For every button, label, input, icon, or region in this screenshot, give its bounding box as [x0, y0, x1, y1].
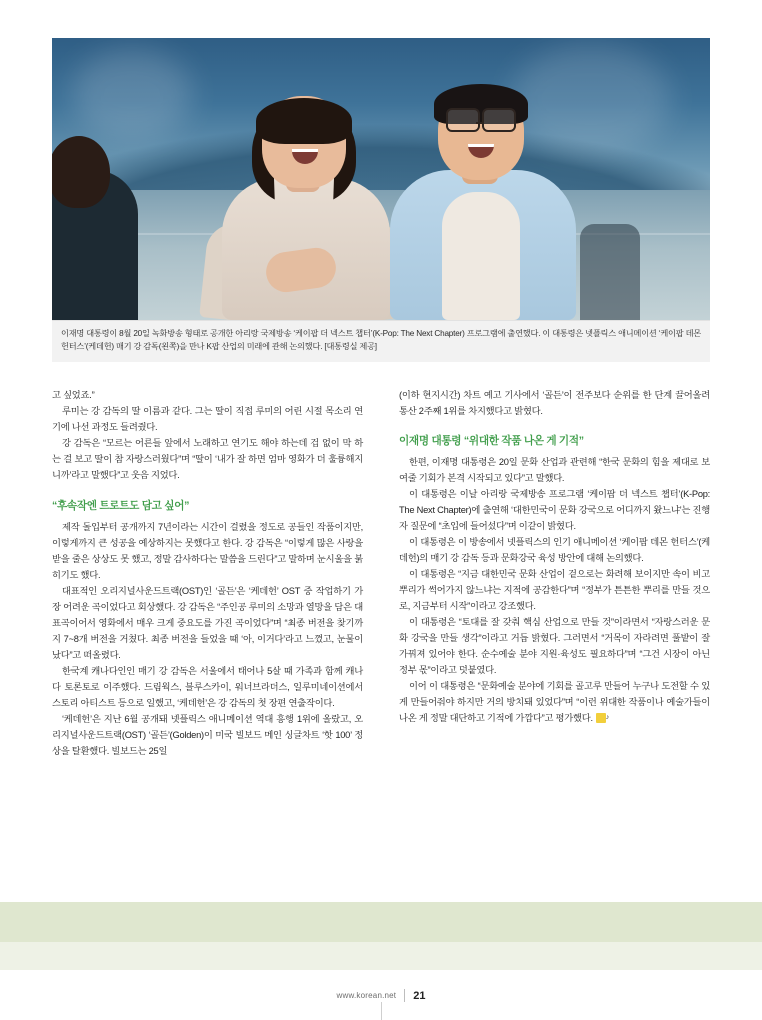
paragraph: 제작 돌입부터 공개까지 7년이라는 시간이 걸렸을 정도로 공들인 작품이지만, 이렇게까지 큰 성공을 예상하지는 못했다고 한다. 강 감독은 “이렇게 많은 사랑을 받을 줄은 상상도 못 했고, 정말 감사하다는 말씀을 드린다”고 말하며 눈시울을 붉히기도 했다.: [52, 521, 363, 580]
paragraph: (이하 현지시간) 차트 예고 기사에서 ‘골든’이 전주보다 순위를 한 단계 끌어올려 통산 2주째 1위를 차지했다고 밝혔다.: [399, 390, 710, 416]
interviewer-head: [52, 136, 110, 208]
interviewer-silhouette: [52, 170, 138, 320]
president-glasses-left: [446, 108, 480, 132]
paragraph-final: [399, 679, 710, 727]
studio-light-left: [72, 49, 192, 139]
president-figure: [376, 88, 592, 320]
right-column: [399, 388, 710, 760]
president-glasses-right: [482, 108, 516, 132]
president-shirt: [442, 192, 520, 320]
footer-spine-line: [381, 1002, 382, 1020]
paragraph: 이 대통령은 이날 아리랑 국제방송 프로그램 ‘케이팝 더 넥스트 챕터’(K-Pop: The Next Chapter)에 출연해 ‘대한민국이 문화 강국으로 어디까지 왔느냐’는 진행자 질문에 “초입에 들어섰다”며 이같이 밝혔다.: [399, 488, 710, 531]
president-glasses-bridge: [476, 122, 484, 124]
article-body: [52, 388, 710, 760]
photo-caption-box: [52, 320, 710, 362]
paragraph: 대표적인 오리지널사운드트랙(OST)인 ‘골든’은 ‘케데헌’ OST 중 작업하기 가장 어려운 곡이었다고 회상했다. 강 감독은 “주인공 루미의 소망과 열망을 담은 대표곡이어서 영화에서 매우 크게 중요도를 가진 곡이었다”며 “최종 버전을 찾기까지 7~8개 버전을 거쳤다. 최종 버전을 들었을 때 ‘아, 이거다’라고 느꼈고, 눈물이 났다”고 떠올렸다.: [52, 585, 363, 660]
director-fringe: [256, 98, 352, 144]
footer-band-light: [0, 942, 762, 970]
article-photo-block: [52, 38, 710, 362]
page-footer: [0, 989, 762, 1002]
left-column: [52, 388, 363, 760]
paragraph: 이 대통령은 “지금 대한민국 문화 산업이 겉으로는 화려해 보이지만 속이 비고 뿌리가 썩어가지 않느냐는 지적에 공감한다”며 “정부가 튼튼한 뿌리를 만들 것으로, 지금부터 시작”이라고 강조했다.: [399, 568, 710, 611]
article-photo: [52, 38, 710, 320]
page-number: 21: [413, 989, 426, 1002]
paragraph: 한국계 캐나다인인 매기 강 감독은 서울에서 태어나 5살 때 가족과 함께 캐나다 토론토로 이주했다. 드림웍스, 블루스카이, 워너브라더스, 일루미네이션에서 스토리 아티스트 등으로 일했고, ‘케데헌’은 강 감독의 첫 장편 연출작이다.: [52, 665, 363, 708]
paragraph: 강 감독은 “모르는 어른들 앞에서 노래하고 연기도 해야 하는데 겁 없이 막 하는 걸 보고 딸이 참 자랑스러웠다”며 “딸이 ‘내가 잘 하면 엄마 영화가 더 훌륭해지니까’라고 말했다”고 웃음 지었다.: [52, 437, 363, 480]
footer-website-url: www.korean.net: [336, 991, 397, 1000]
paragraph: 루미는 강 감독의 딸 이름과 같다. 그는 딸이 직접 루미의 어린 시절 목소리 연기에 나선 과정도 들려줬다.: [52, 405, 363, 432]
section-subheading: “후속작엔 트로트도 담고 싶어”: [52, 499, 190, 512]
paragraph: ‘케데헌’은 지난 6월 공개돼 넷플릭스 애니메이션 역대 흥행 1위에 올랐고, 오리지널사운드트랙(OST) ‘골든’(Golden)이 미국 빌보드 메인 싱글차트 ‘핫 100’ 정상을 탈환했다. 빌보드는 25일: [52, 713, 363, 756]
footer-band: [0, 902, 762, 942]
section-subheading: 이재명 대통령 “위대한 작품 나온 게 기적”: [399, 434, 584, 447]
paragraph: 한편, 이재명 대통령은 20일 문화 산업과 관련해 “한국 문화의 힘을 제대로 보여줄 기회가 본격 시작되고 있다”고 말했다.: [399, 456, 710, 483]
paragraph: 고 싶었죠.”: [52, 390, 95, 400]
paragraph-text: 이어 이 대통령은 “문화예술 분야에 기회를 골고루 만들어 누구나 도전할 수 있게 만들어줘야 하지만 거의 방치돼 있었다”며 “이런 위대한 작품이나 예술가들이 나온 게 정말 대단하고 기적에 가깝다”고 평가했다.: [399, 680, 710, 723]
article-end-mark: ♪: [596, 713, 606, 723]
footer-divider: [404, 989, 405, 1002]
paragraph: 이 대통령은 “토대를 잘 갖춰 핵심 산업으로 만들 것”이라면서 “자랑스러운 문화 강국을 만들 생각”이라고 거듭 밝혔다. 그러면서 “거목이 자라려면 풀밭이 잘 가꿔져 있어야 한다. 순수예술 분야 지원·육성도 필요하다”며 “그건 시장이 아닌 정부 몫”이라고 덧붙였다.: [399, 616, 710, 675]
photo-caption: 이재명 대통령이 8월 20일 녹화방송 형태로 공개한 아리랑 국제방송 ‘케이팝 더 넥스트 챕터’(K-Pop: The Next Chapter) 프로그램에 출연했다. 이 대통령은 넷플릭스 애니메이션 ‘케이팝 데몬 헌터스’(케데헌) 매기 강 감독(왼쪽)을 만나 K팝 산업의 미래에 관해 논의했다. [대통령실 제공]: [61, 329, 701, 351]
paragraph: 이 대통령은 이 방송에서 넷플릭스의 인기 애니메이션 ‘케이팝 데몬 헌터스’(케데헌)의 매기 강 감독 등과 문화강국 육성 방안에 대해 논의했다.: [399, 536, 710, 563]
